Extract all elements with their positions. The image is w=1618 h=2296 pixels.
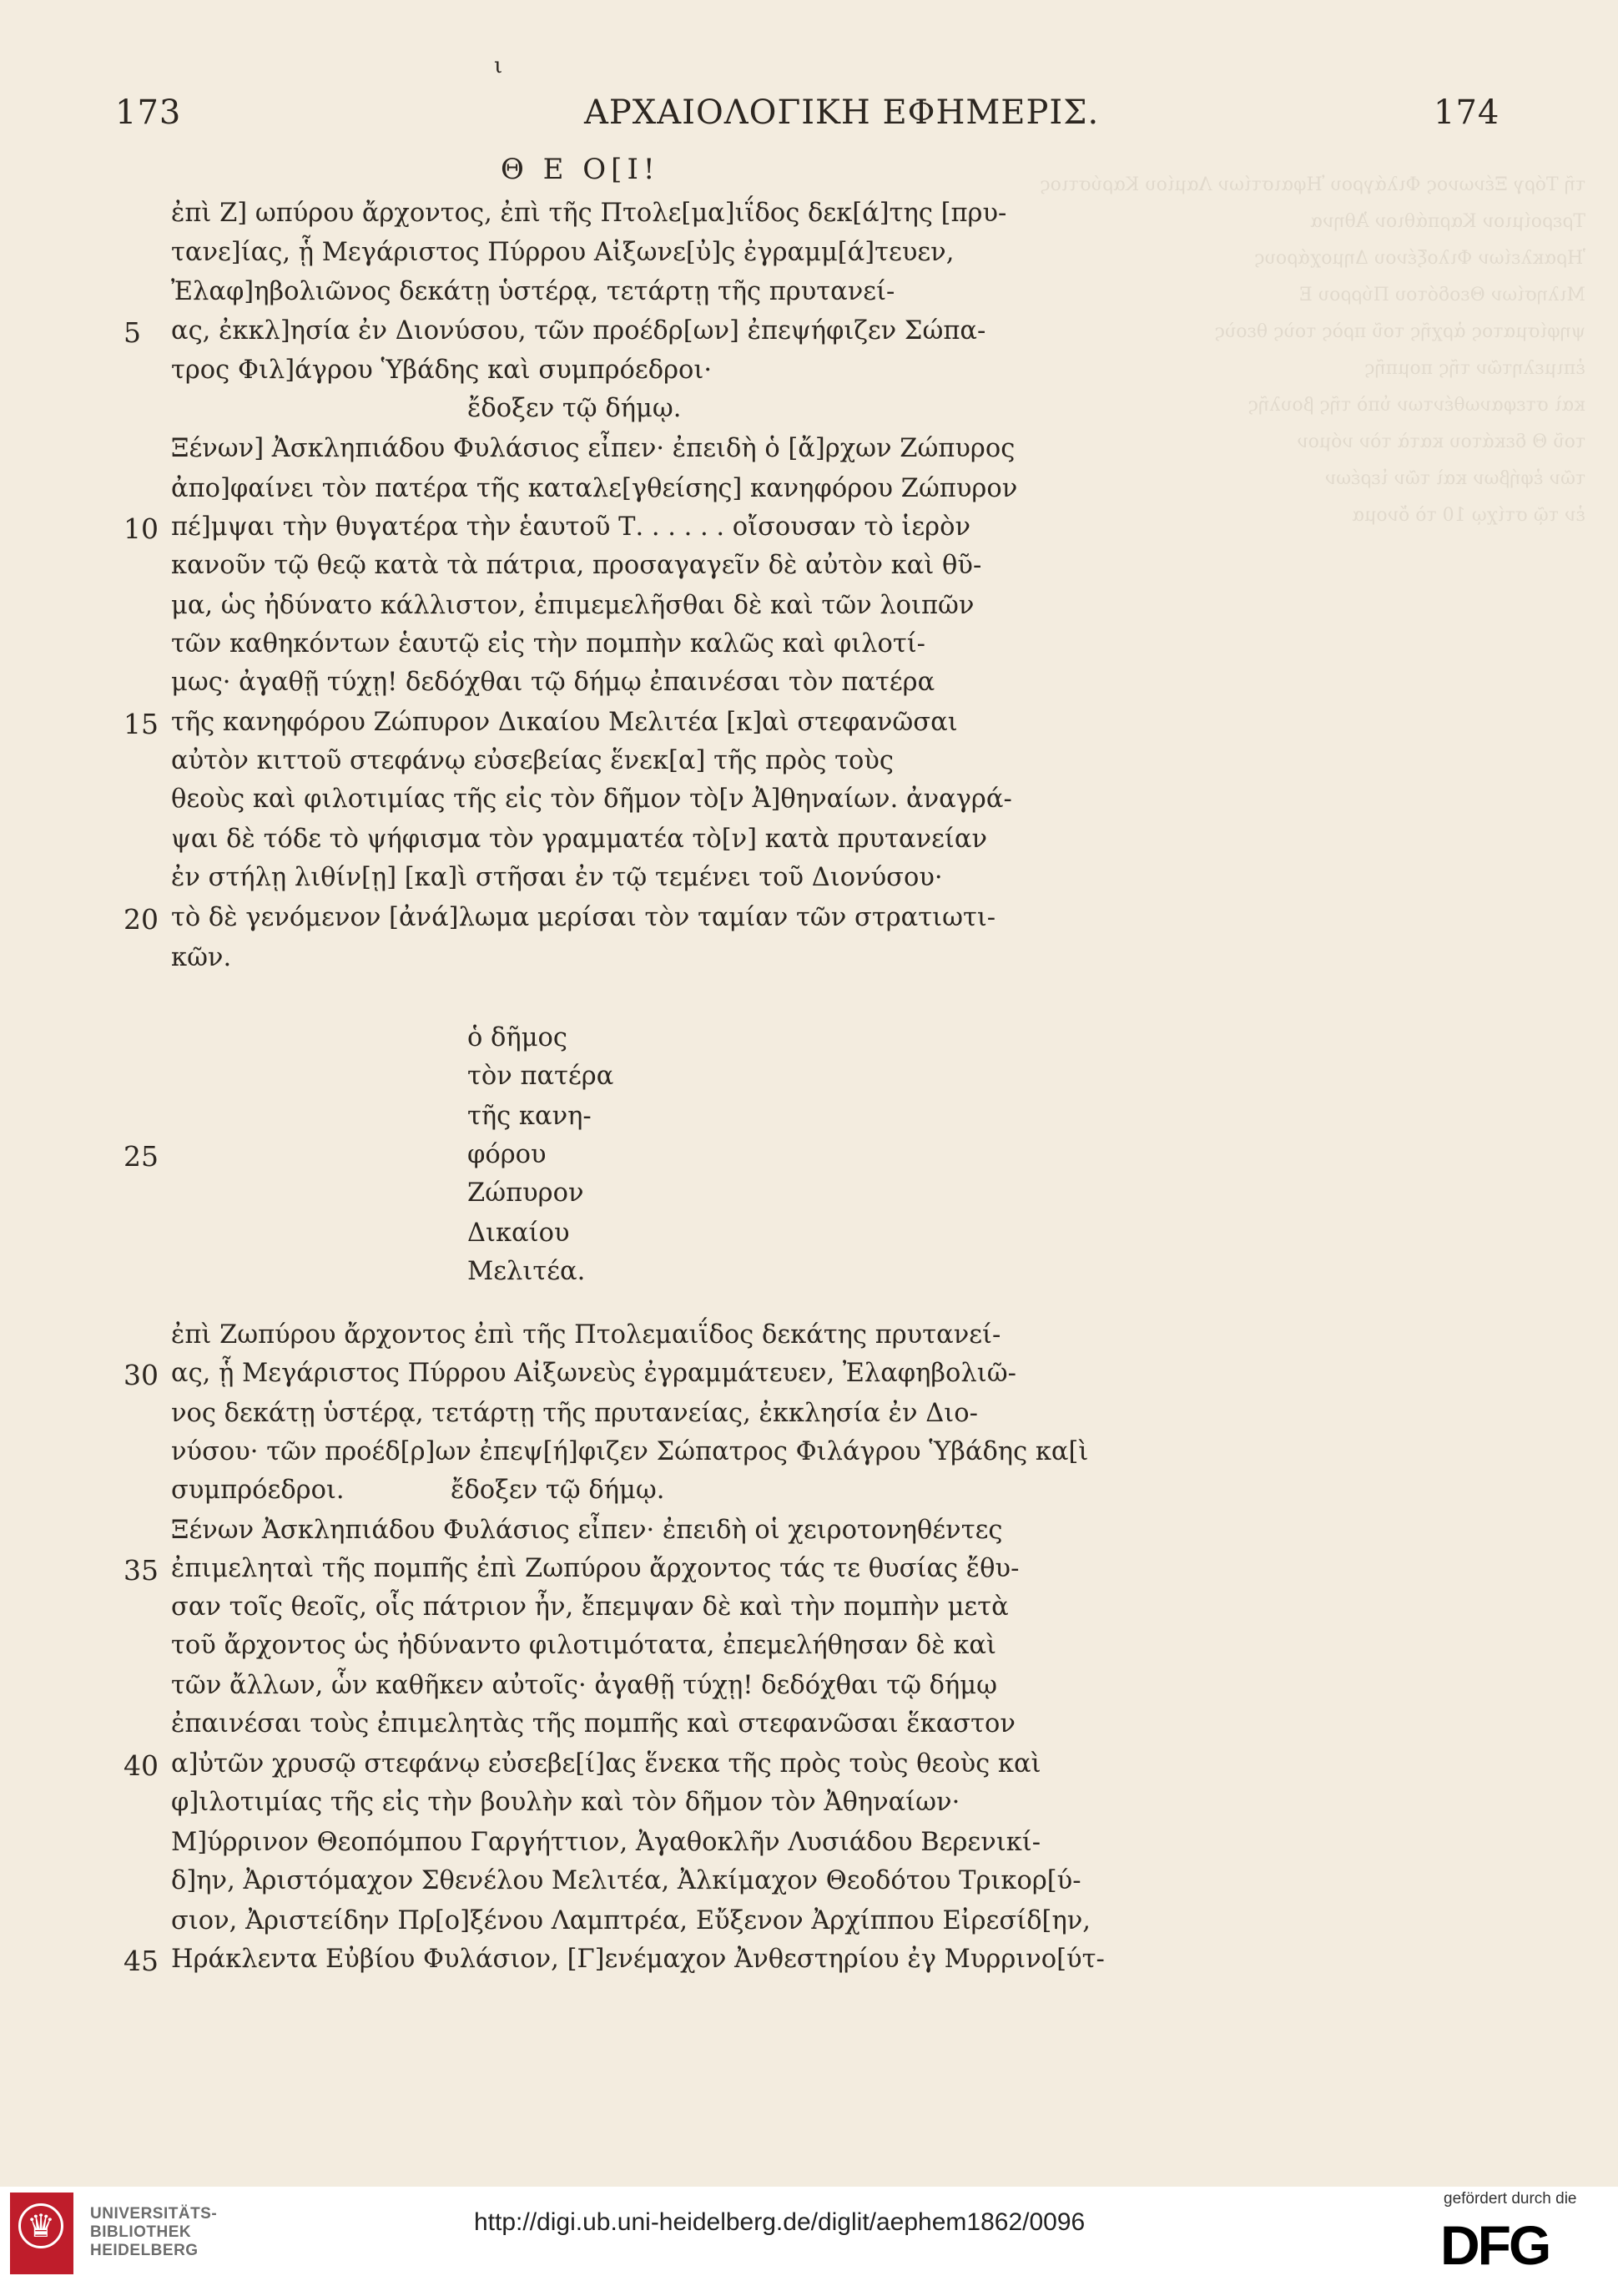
ink-speck: ι <box>494 53 503 78</box>
inscription-line: ψαι δὲ τόδε τὸ ψήφισμα τὸν γραμματέα τὸ[ν] κατὰ πρυτανείαν <box>171 825 988 854</box>
inscription-line: νύσου· τῶν προέδ[ρ]ων ἐπεψ[ή]φιζεν Σώπατρος Φιλάγρου Ὑβάδης κα[ὶ <box>171 1437 1089 1466</box>
inscription-line: τὸ δὲ γενόμενον [ἀνά]λωμα μερίσαι τὸν ταμίαν τῶν στρατιωτι- <box>171 903 996 932</box>
dedication-line: ὁ δῆμος <box>467 1023 567 1052</box>
bleed-through-line: ἐν τῷ στίχῳ 10 τὸ ὄνομα <box>1352 505 1585 526</box>
inscription-line: θεοὺς καὶ φιλοτιμίας τῆς εἰς τὸν δῆμον τὸ[ν Ἀ]θηναίων. ἀναγρά- <box>171 785 1012 814</box>
bleed-through-line: καὶ στεφανωθέντων ὑπὸ τῆς βουλῆς <box>1248 395 1585 416</box>
inscription-line: πέ]μψαι τὴν θυγατέρα τὴν ἑαυτοῦ Τ. . . . . . οἴσουσαν τὸ ἱερὸν <box>171 512 971 542</box>
line-number: 40 <box>123 1749 159 1782</box>
dedication-line: Ζώπυρον <box>467 1178 584 1208</box>
inscription-line: μα, ὡς ἠδύνατο κάλλιστον, ἐπιμεμελῆσθαι δὲ καὶ τῶν λοιπῶν <box>171 591 975 620</box>
inscription-line: νος δεκάτῃ ὑστέρᾳ, τετάρτῃ τῆς πρυτανείας, ἐκκλησία ἐν Διο- <box>171 1399 978 1428</box>
permalink-url[interactable]: http://digi.ub.uni-heidelberg.de/diglit/aephem1862/0096 <box>474 2208 1086 2236</box>
bleed-through-line: τῶν ἐφήβων καὶ τῶν ἱερέων <box>1324 468 1585 489</box>
bleed-through-line: τοῦ Θ δεκάτου κατὰ τὸν νόμον <box>1297 431 1585 452</box>
dedication-line: τῆς κανη- <box>467 1102 592 1131</box>
inscription-title: Θ Ε Ο[Ι! <box>501 153 660 186</box>
inscription-line: σαν τοῖς θεοῖς, οἷς πάτριον ἦν, ἔπεμψαν δὲ καὶ τὴν πομπὴν μετὰ <box>171 1592 1009 1622</box>
funded-by-label: gefördert durch die <box>1444 2190 1577 2208</box>
inscription-line: σιον, Ἀριστείδην Πρ[ο]ξένου Λαμπτρέα, Εὔξενον Ἀρχίππου Εἰρεσίδ[ην, <box>171 1906 1091 1935</box>
inscription-line: ας, ἐκκλ]ησία ἐν Διονύσου, τῶν προέδρ[ων] ἐπεψήφιζεν Σώπα- <box>171 316 986 346</box>
library-name <box>90 2205 232 2260</box>
inscription-line: Ἐλαφ]ηβολιῶνος δεκάτῃ ὑστέρᾳ, τετάρτῃ τῆς πρυτανεί- <box>171 277 895 306</box>
inscription-line: αὐτὸν κιττοῦ στεφάνῳ εὐσεβείας ἕνεκ[α] τῆς πρὸς τοὺς <box>171 746 895 775</box>
bleed-through-line: Τρεροίμιον Καρπάθιον Ἀθηνα <box>1310 211 1585 232</box>
inscription-line: ἔδοξεν τῷ δήμῳ. <box>451 1476 665 1505</box>
inscription-line: ἐπιμεληταὶ τῆς πομπῆς ἐπὶ Ζωπύρου ἄρχοντος τάς τε θυσίας ἔθυ- <box>171 1554 1020 1583</box>
inscription-line: Μ]ύρρινον Θεοπόμπου Γαργήττιον, Ἀγαθοκλῆν Λυσιάδου Βερενικί- <box>171 1828 1041 1857</box>
bleed-through-line: ψηφίσματος ἀρχῆς τοῦ πρὸς τοὺς θεοὺς <box>1214 321 1585 342</box>
footer-bar <box>0 2187 1618 2296</box>
line-number: 5 <box>123 316 141 349</box>
line-number: 35 <box>123 1554 159 1587</box>
bleed-through-text <box>985 167 1585 1586</box>
line-number: 25 <box>123 1140 159 1173</box>
inscription-line: ἐπαινέσαι τοὺς ἐπιμελητὰς τῆς πομπῆς καὶ στεφανῶσαι ἕκαστον <box>171 1709 1016 1738</box>
bleed-through-line: Μιλησίων Θεοδότου Πύρρου Ε <box>1298 285 1585 305</box>
lion-icon: ♛ <box>26 2208 56 2244</box>
inscription-line: συμπρόεδροι. <box>171 1476 345 1505</box>
inscription-line: Ξένων] Ἀσκληπιάδου Φυλάσιος εἶπεν· ἐπειδὴ ὁ [ἄ]ρχων Ζώπυρος <box>171 434 1016 463</box>
bleed-through-lines <box>985 167 1585 534</box>
inscription-line: ἀπο]φαίνει τὸν πατέρα τῆς καταλε[γθείσης] κανηφόρου Ζώπυρον <box>171 474 1018 503</box>
inscription-line: τῶν καθηκόντων ἑαυτῷ εἰς τὴν πομπὴν καλῶς καὶ φιλοτί- <box>171 629 925 659</box>
inscription-line: τοῦ ἄρχοντος ὡς ἠδύναντο φιλοτιμότατα, ἐπεμελήθησαν δὲ καὶ <box>171 1631 996 1660</box>
inscription-line: τρος Φιλ]άγρου Ὑβάδης καὶ συμπρόεδροι· <box>171 356 713 385</box>
inscription-line: ἐπὶ Ζ] ωπύρου ἄρχοντος, ἐπὶ τῆς Πτολε[μα]ιΐδος δεκ[ά]της [πρυ- <box>171 199 1007 228</box>
inscription-line: Ηράκλεντα Εὐβίου Φυλάσιον, [Γ]ενέμαχον Ἀνθεστηρίου ἐγ Μυρρινο[ύτ- <box>171 1945 1105 1974</box>
inscription-line: τῶν ἄλλων, ὧν καθῆκεν αὐτοῖς· ἀγαθῇ τύχῃ! δεδόχθαι τῷ δήμῳ <box>171 1671 997 1700</box>
inscription-line: δ]ην, Ἀριστόμαχον Σθενέλου Μελιτέα, Ἀλκίμαχον Θεοδότου Τρικορ[ύ- <box>171 1866 1081 1895</box>
line-number: 20 <box>123 903 159 936</box>
library-name-line: UNIVERSITÄTS- <box>90 2205 218 2223</box>
dfg-logo: DFG <box>1440 2214 1550 2276</box>
inscription-line: τανε]ίας, ᾗ Μεγάριστος Πύρρου Αἰξωνε[ὐ]ς ἐγραμμ[ά]τευεν, <box>171 238 955 267</box>
line-number: 15 <box>123 708 159 740</box>
running-title: ΑΡΧΑΙΟΛΟΓΙΚΗ ΕΦΗΜΕΡΙΣ. <box>584 93 1100 132</box>
inscription-line: ἐπὶ Ζωπύρου ἄρχοντος ἐπὶ τῆς Πτολεμαιΐδος δεκάτης πρυτανεί- <box>171 1320 1001 1350</box>
inscription-line: ας, ᾗ Μεγάριστος Πύρρου Αἰξωνεὺς ἐγραμμάτευεν, Ἐλαφηβολιῶ- <box>171 1359 1016 1388</box>
library-name-line: BIBLIOTHEK <box>90 2223 192 2241</box>
bleed-through-line: τῆ Τόργ Ξένωνος Φιλάγρου Ἡφαιστίων Λαμίου Καρύστιος <box>1040 174 1585 195</box>
line-number: 45 <box>123 1945 159 1977</box>
dedication-line: Μελιτέα. <box>467 1257 586 1286</box>
library-name-line: HEIDELBERG <box>90 2242 199 2259</box>
dedication-line: τὸν πατέρα <box>467 1062 614 1091</box>
inscription-line: κανοῦν τῷ θεῷ κατὰ τὰ πάτρια, προσαγαγεῖν δὲ αὐτὸν καὶ θῦ- <box>171 551 982 580</box>
line-number: 30 <box>123 1359 159 1391</box>
bleed-through-line: ἐπιμελητῶν τῆς πομπῆς <box>1364 358 1585 379</box>
inscription-line: μως· ἀγαθῇ τύχῃ! δεδόχθαι τῷ δήμῳ ἐπαινέσαι τὸν πατέρα <box>171 668 935 697</box>
dedication-line: φόρου <box>467 1140 547 1169</box>
inscription-line: Ξένων Ἀσκληπιάδου Φυλάσιος εἶπεν· ἐπειδὴ οἱ χειροτονηθέντες <box>171 1516 1003 1545</box>
inscription-line: α]ὐτῶν χρυσῷ στεφάνῳ εὐσεβε[ί]ας ἕνεκα τῆς πρὸς τοὺς θεοὺς καὶ <box>171 1749 1041 1779</box>
bleed-through-line: Ἠρακλείων Φιλοξένου Δημοχάρους <box>1254 248 1585 269</box>
page-number-right: 174 <box>1434 93 1500 132</box>
line-number: 10 <box>123 512 159 545</box>
dedication-line: Δικαίου <box>467 1219 570 1248</box>
inscription-line: τῆς κανηφόρου Ζώπυρον Δικαίου Μελιτέα [κ]αὶ στεφανῶσαι <box>171 708 958 737</box>
page-number-left: 173 <box>115 93 182 132</box>
inscription-line: ἐν στήλῃ λιθίν[ῃ] [κα]ὶ στῆσαι ἐν τῷ τεμένει τοῦ Διονύσου· <box>171 863 943 892</box>
inscription-line: κῶν. <box>171 943 232 972</box>
inscription-line: ἔδοξεν τῷ δήμῳ. <box>467 394 682 423</box>
inscription-line: φ]ιλοτιμίας τῆς εἰς τὴν βουλὴν καὶ τὸν δῆμον τὸν Ἀθηναίων· <box>171 1788 960 1817</box>
